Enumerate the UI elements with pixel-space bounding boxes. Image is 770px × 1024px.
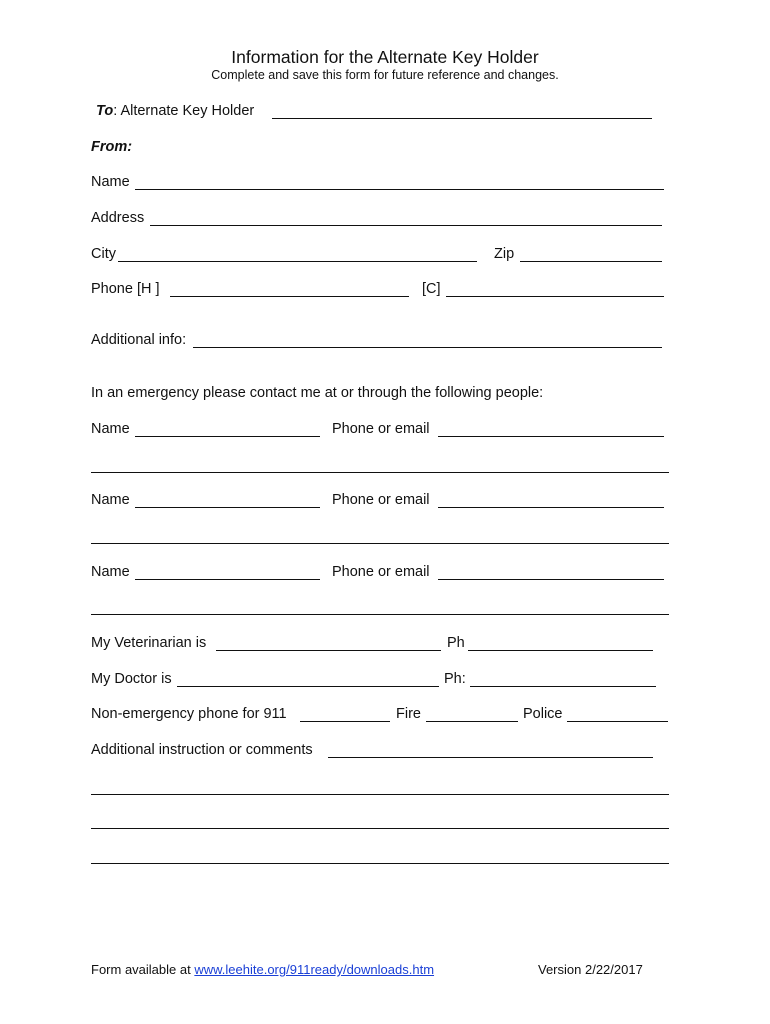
phone-home-field[interactable] <box>170 296 409 297</box>
address-label: Address <box>91 210 145 226</box>
zip-field[interactable] <box>520 261 662 262</box>
police-label: Police <box>523 706 563 722</box>
vet-label: My Veterinarian is <box>91 635 207 651</box>
fire-label: Fire <box>396 706 421 722</box>
doctor-phone-field[interactable] <box>470 686 656 687</box>
phone-cell-label: [C] <box>422 281 441 297</box>
doctor-phone-label: Ph: <box>444 671 466 687</box>
contact-phone-label: Phone or email <box>332 564 430 580</box>
contact-name-field[interactable] <box>135 436 320 437</box>
name-field[interactable] <box>135 189 664 190</box>
contact-phone-field[interactable] <box>438 579 664 580</box>
contact-phone-field[interactable] <box>438 507 664 508</box>
page-subtitle: Complete and save this form for future reference and changes. <box>211 68 559 82</box>
contact-name-label: Name <box>91 421 130 437</box>
contact-notes-line[interactable] <box>91 472 669 473</box>
contact-phone-label: Phone or email <box>332 492 430 508</box>
contact-notes-line[interactable] <box>91 614 669 615</box>
zip-label: Zip <box>494 246 515 262</box>
additional-info-field[interactable] <box>193 347 662 348</box>
name-label: Name <box>91 174 130 190</box>
to-text: : Alternate Key Holder <box>113 103 255 119</box>
address-field[interactable] <box>150 225 662 226</box>
phone-home-label: Phone [H ] <box>91 281 160 297</box>
non-emergency-field[interactable] <box>300 721 390 722</box>
doctor-label: My Doctor is <box>91 671 172 687</box>
comments-field[interactable] <box>328 757 653 758</box>
emergency-intro: In an emergency please contact me at or through the following people: <box>91 385 544 401</box>
contact-name-label: Name <box>91 564 130 580</box>
city-label: City <box>91 246 116 262</box>
city-field[interactable] <box>118 261 477 262</box>
version-label: Version 2/22/2017 <box>538 962 643 977</box>
contact-phone-field[interactable] <box>438 436 664 437</box>
footer-prefix: Form available at <box>91 962 191 977</box>
to-label: To <box>96 103 114 119</box>
contact-name-label: Name <box>91 492 130 508</box>
comments-line[interactable] <box>91 863 669 864</box>
additional-info-label: Additional info: <box>91 332 187 348</box>
download-link[interactable]: www.leehite.org/911ready/downloads.htm <box>194 962 435 977</box>
comments-label: Additional instruction or comments <box>91 742 313 758</box>
phone-cell-field[interactable] <box>446 296 664 297</box>
police-field[interactable] <box>567 721 668 722</box>
vet-field[interactable] <box>216 650 441 651</box>
from-label: From: <box>91 139 133 155</box>
contact-name-field[interactable] <box>135 507 320 508</box>
vet-phone-field[interactable] <box>468 650 653 651</box>
doctor-field[interactable] <box>177 686 439 687</box>
contact-name-field[interactable] <box>135 579 320 580</box>
contact-phone-label: Phone or email <box>332 421 430 437</box>
to-field[interactable] <box>272 118 652 119</box>
vet-phone-label: Ph <box>447 635 465 651</box>
non-emergency-label: Non-emergency phone for 911 <box>91 706 287 722</box>
footer-available <box>91 962 434 977</box>
comments-line[interactable] <box>91 828 669 829</box>
to-label-group <box>96 103 254 119</box>
fire-field[interactable] <box>426 721 518 722</box>
page-title: Information for the Alternate Key Holder <box>231 47 539 67</box>
comments-line[interactable] <box>91 794 669 795</box>
contact-notes-line[interactable] <box>91 543 669 544</box>
